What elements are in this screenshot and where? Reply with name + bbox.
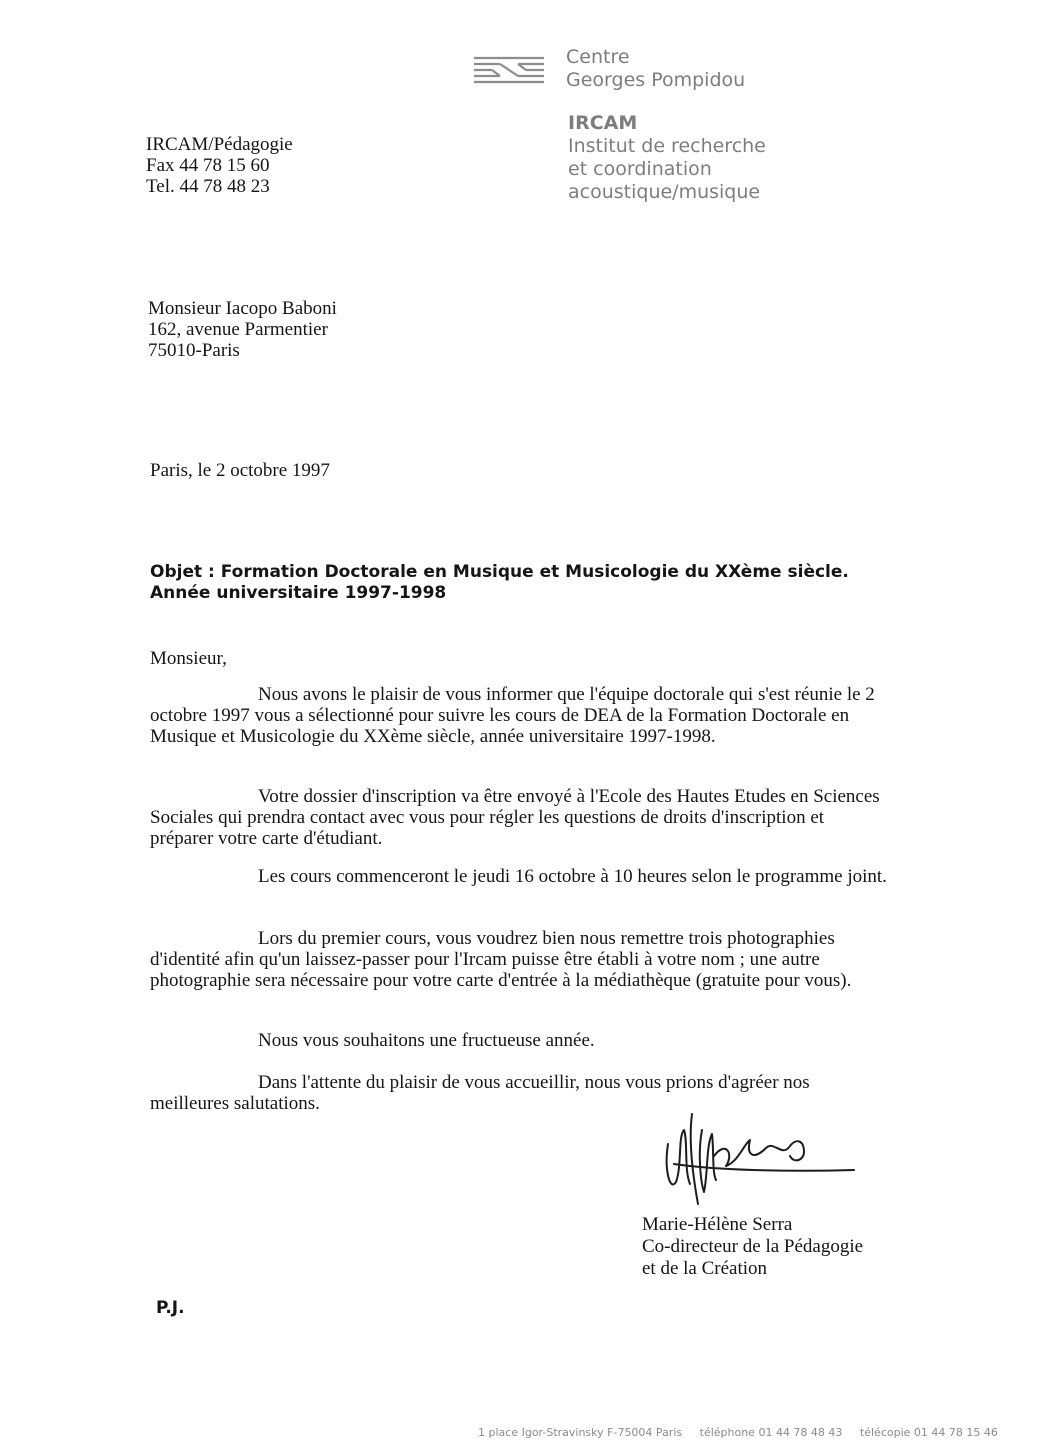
paragraph-text: Nous avons le plaisir de vous informer que l'équipe doctorale qui s'est réunie le 2 octobre 1997 vous a sélectionné pour suivre les cours de DEA de la Formation Doctorale en Musique et Musicologie du XXème siècle, année universitaire 1997-1998.	[150, 684, 875, 747]
footer-phone: téléphone 01 44 78 48 43	[699, 1426, 843, 1439]
centre-line-1: Centre	[566, 46, 630, 68]
sender-fax: Fax 44 78 15 60	[146, 155, 270, 176]
subject-line-2: Année universitaire 1997-1998	[150, 583, 447, 603]
signer-title-2: et de la Création	[642, 1258, 768, 1279]
recipient-city: 75010-Paris	[148, 340, 240, 361]
body-paragraph	[150, 1030, 890, 1051]
ircam-acronym: IRCAM	[568, 112, 638, 134]
letterhead-footer	[478, 1426, 1012, 1439]
body-paragraph	[150, 866, 890, 887]
body-paragraph	[150, 684, 890, 747]
footer-address: 1 place Igor-Stravinsky F-75004 Paris	[478, 1426, 683, 1439]
subject-line-1: Objet : Formation Doctorale en Musique et Musicologie du XXème siècle.	[150, 562, 849, 582]
signer-title-1: Co-directeur de la Pédagogie	[642, 1236, 864, 1257]
letterhead-ircam	[568, 112, 766, 204]
letter-subject	[150, 562, 849, 604]
paragraph-text: Lors du premier cours, vous voudrez bien nous remettre trois photographies d'identité afin qu'un laissez-passer pour l'Ircam puisse être établi à votre nom ; une autre photographie sera nécessaire pour votre carte d'entrée à la médiathèque (gratuite pour vous).	[150, 928, 852, 991]
institute-line-2: et coordination	[568, 158, 712, 180]
paragraph-text: Dans l'attente du plaisir de vous accueillir, nous vous prions d'agréer nos meilleures salutations.	[150, 1072, 810, 1114]
recipient-street: 162, avenue Parmentier	[148, 319, 328, 340]
sender-department: IRCAM/Pédagogie	[146, 134, 293, 155]
centre-line-2: Georges Pompidou	[566, 69, 746, 91]
sender-contact	[146, 134, 293, 197]
centre-pompidou-logo-icon	[472, 54, 546, 88]
letter-date: Paris, le 2 octobre 1997	[150, 460, 330, 481]
signer-block	[642, 1214, 863, 1280]
paragraph-text: Nous vous souhaitons une fructueuse année.	[258, 1030, 595, 1051]
letterhead-centre	[566, 46, 745, 92]
body-paragraph	[150, 786, 890, 849]
signer-name: Marie-Hélène Serra	[642, 1214, 793, 1235]
paragraph-text: Votre dossier d'inscription va être envoyé à l'Ecole des Hautes Etudes en Sciences Sociales qui prendra contact avec vous pour régler les questions de droits d'inscription et préparer votre carte d'étudiant.	[150, 786, 880, 849]
paragraph-text: Les cours commenceront le jeudi 16 octobre à 10 heures selon le programme joint.	[258, 866, 887, 887]
sender-tel: Tel. 44 78 48 23	[146, 176, 270, 197]
body-paragraph	[150, 928, 890, 991]
enclosure-note: P.J.	[156, 1298, 185, 1318]
handwritten-signature-icon	[654, 1100, 864, 1212]
recipient-address	[148, 298, 337, 361]
institute-line-1: Institut de recherche	[568, 135, 766, 157]
footer-fax: télécopie 01 44 78 15 46	[859, 1426, 998, 1439]
institute-line-3: acoustique/musique	[568, 181, 761, 203]
salutation: Monsieur,	[150, 648, 227, 669]
recipient-name: Monsieur Iacopo Baboni	[148, 298, 337, 319]
